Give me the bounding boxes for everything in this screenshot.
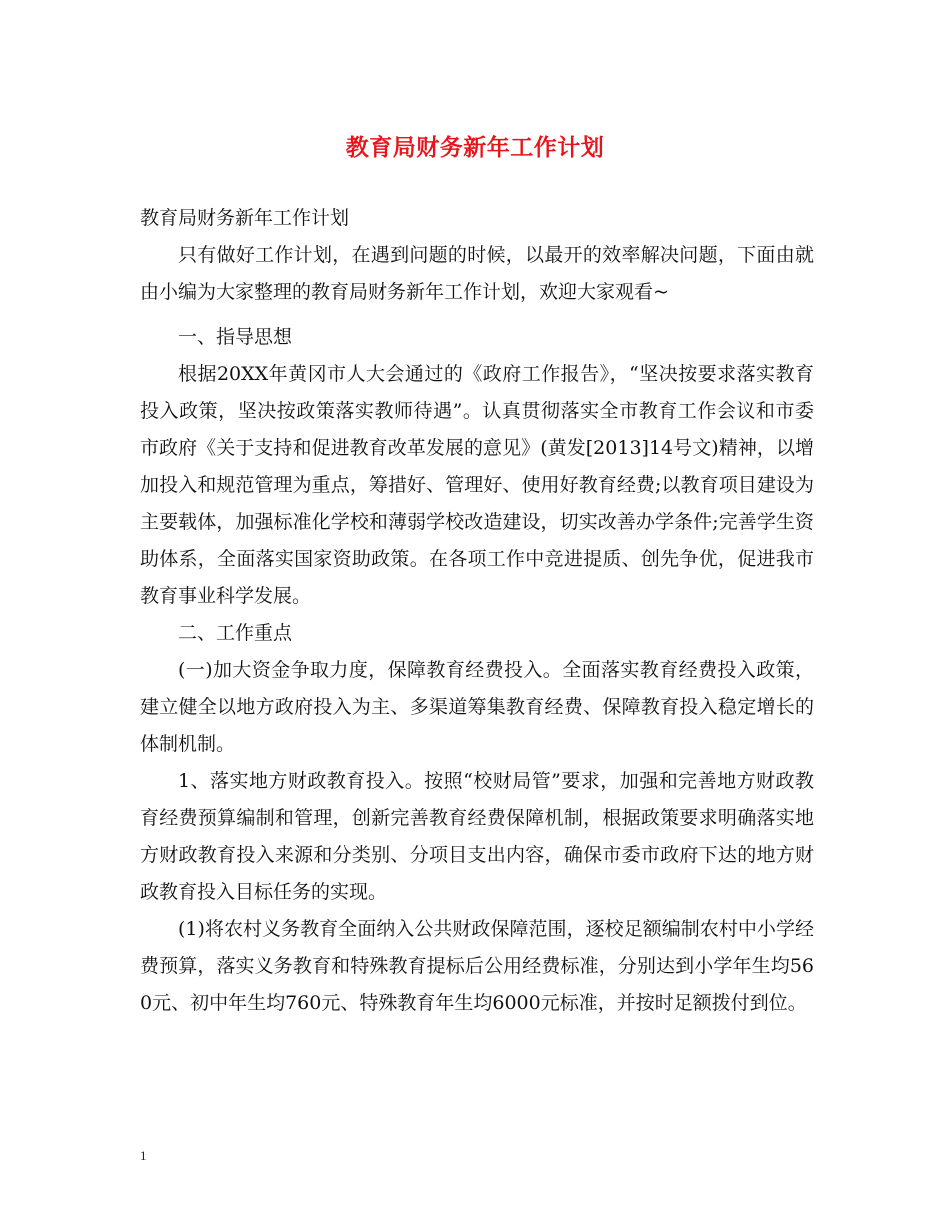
section-heading-guiding-thought: 一、指导思想	[178, 326, 293, 348]
work-focus-item-1-1-1: (1)将农村义务教育全面纳入公共财政保障范围，逐校足额编制农村中小学经费预算，落实义务教育和特殊教育提标后公用经费标准，分别达到小学年生均560元、初中年生均760元、特殊教育年生均6000元标准，并按时足额拨付到位。	[140, 918, 814, 1014]
document-title: 教育局财务新年工作计划	[345, 134, 605, 161]
document-body	[140, 200, 814, 1022]
work-focus-item-1: (一)加大资金争取力度，保障教育经费投入。全面落实教育经费投入政策，建立健全以地方政府投入为主、多渠道筹集教育经费、保障教育投入稳定增长的体制机制。	[140, 659, 814, 755]
guiding-thought-paragraph: 根据20XX年黄冈市人大会通过的《政府工作报告》，“坚决按要求落实教育投入政策，坚决按政策落实教师待遇”。认真贯彻落实全市教育工作会议和市委市政府《关于支持和促进教育改革发展的意见》(黄发[2013]14号文)精神，以增加投入和规范管理为重点，筹措好、管理好、使用好教育经费;以教育项目建设为主要载体，加强标准化学校和薄弱学校改造建设，切实改善办学条件;完善学生资助体系，全面落实国家资助政策。在各项工作中竞进提质、创先争优，促进我市教育事业科学发展。	[140, 363, 814, 607]
page-number: 1	[140, 1148, 147, 1163]
document-subtitle: 教育局财务新年工作计划	[140, 207, 350, 229]
section-heading-work-focus: 二、工作重点	[178, 622, 293, 644]
work-focus-item-1-1: 1、落实地方财政教育投入。按照“校财局管”要求，加强和完善地方财政教育经费预算编制和管理，创新完善教育经费保障机制，根据政策要求明确落实地方财政教育投入来源和分类别、分项目支出内容，确保市委市政府下达的地方财政教育投入目标任务的实现。	[140, 770, 814, 903]
intro-paragraph: 只有做好工作计划，在遇到问题的时候，以最开的效率解决问题，下面由就由小编为大家整理的教育局财务新年工作计划，欢迎大家观看~	[140, 244, 814, 303]
